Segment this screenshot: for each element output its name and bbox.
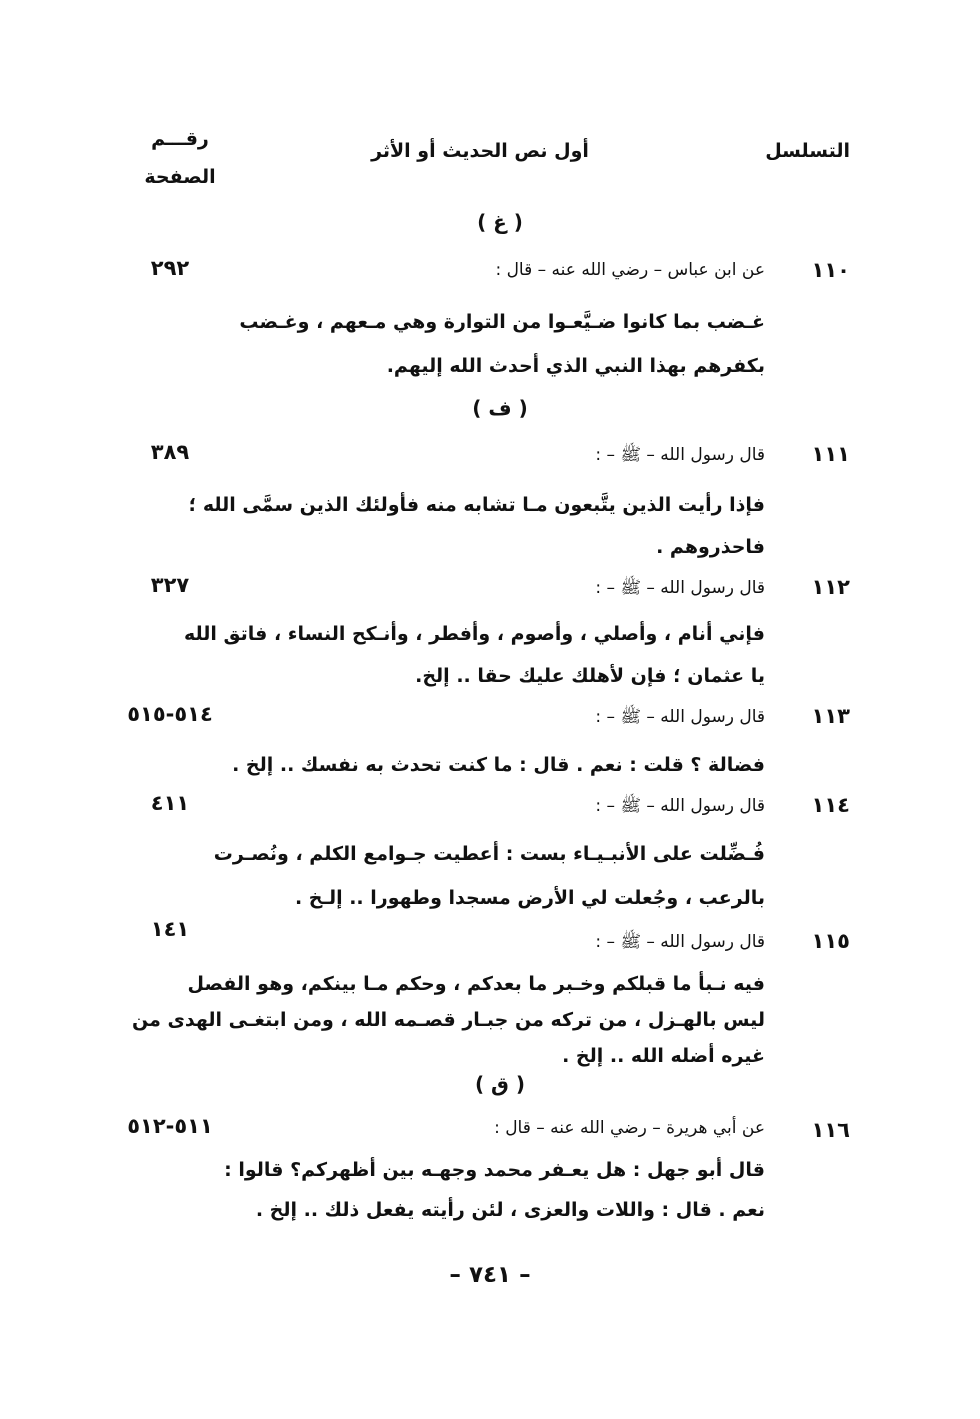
entry-110-page: ٢٩٢ (150, 256, 190, 280)
entry-114-number: ١١٤ (811, 793, 850, 817)
entry-116-line-2: نعم . قال : واللات والعزى ، لئن رأيته يفعل ذلك .. إلخ . (255, 1199, 765, 1221)
entry-112-page: ٣٢٧ (150, 573, 190, 597)
entry-111-line-1: فإذا رأيت الذين يتَّبعون مـا تشابه منه فأولئك الذين سمَّى الله ؛ (188, 494, 765, 516)
entry-116-page: ٥١١-٥١٢ (127, 1114, 213, 1138)
entry-114-text (213, 832, 765, 920)
entry-115-page: ١٤١ (150, 917, 190, 941)
entry-110-number: ١١٠ (811, 258, 850, 282)
entry-112-text (183, 613, 765, 697)
section-letter-qaf: ( ق ) (474, 1072, 526, 1096)
entry-115-text (132, 966, 765, 1074)
entry-115-intro: قال رسول الله – ﷺ – : (595, 932, 765, 952)
entry-115-number: ١١٥ (811, 929, 850, 953)
entry-111-page: ٣٨٩ (150, 440, 190, 464)
entry-113-line-1: فضالة ؟ قلت : نعم . قال : ما كنت تحدث به نفسك .. إلخ . (232, 754, 765, 776)
entry-112-line-2: يا عثمان ؛ فإن لأهلك عليك حقا .. إلخ. (415, 665, 765, 687)
entry-111-text (188, 484, 765, 568)
section-letter-fa: ( ف ) (472, 396, 528, 420)
entry-113-number: ١١٣ (811, 704, 850, 728)
header-serial: التسلسل (765, 140, 850, 162)
section-letter-ghain: ( غ ) (477, 210, 523, 234)
entry-110-text (240, 300, 765, 388)
entry-115-line-3: غيره أضله الله .. إلخ . (562, 1045, 765, 1067)
entry-114-line-2: بالرعب ، وجُعلت لي الأرض مسجدا وطهورا .. إلـخ . (294, 887, 765, 909)
entry-114-page: ٤١١ (150, 791, 190, 815)
entry-115-line-1: فيه نـبأ ما قبلكم وخـبر ما بعدكم ، وحكم مـا بينكم، وهو الفصل (187, 973, 765, 995)
header-page-line2: الصفحة (144, 166, 216, 188)
header-text: أول نص الحديث أو الأثر (371, 140, 589, 162)
entry-115-line-2: ليس بالهـزل ، من تركه من جبـار قصـمه الله ، ومن ابتغـى الهدى من (132, 1009, 765, 1031)
entry-113-text (232, 744, 765, 786)
entry-114-intro: قال رسول الله – ﷺ – : (595, 796, 765, 816)
entry-110-line-1: غـضب بما كانوا ضـيَّعـوا من التوارة وهي مـعهم ، وغـضب (239, 311, 765, 333)
entry-111-number: ١١١ (811, 442, 850, 466)
entry-113-intro: قال رسول الله – ﷺ – : (595, 707, 765, 727)
entry-113-page: ٥١٤-٥١٥ (127, 702, 213, 726)
header-page-number (130, 120, 230, 196)
entry-112-intro: قال رسول الله – ﷺ – : (595, 578, 765, 598)
footer-page-number: – ٧٤١ – (449, 1262, 531, 1288)
entry-112-number: ١١٢ (811, 575, 850, 599)
entry-110-line-2: بكفرهم بهذا النبي الذي أحدث الله إليهم. (386, 355, 765, 377)
entry-116-text (224, 1150, 765, 1230)
entry-112-line-1: فإني أنام ، وأصلي ، وأصوم ، وأفطر ، وأنـكح النساء ، فاتق الله (183, 623, 765, 645)
entry-111-intro: قال رسول الله – ﷺ – : (595, 445, 765, 465)
entry-116-intro: عن أبي هريرة – رضي الله عنه – قال : (494, 1118, 765, 1138)
entry-111-line-2: فاحذروهم . (656, 536, 765, 558)
entry-116-line-1: قال أبو جهل : هل يعـفر محمد وجهـه بين أظهركم؟ قالوا : (224, 1159, 765, 1181)
entry-116-number: ١١٦ (811, 1118, 850, 1142)
header-page-line1: رقـــم (151, 128, 209, 150)
entry-110-intro: عن ابن عباس – رضي الله عنه – قال : (495, 260, 765, 280)
entry-114-line-1: فُـضِّلت على الأنبـيـاء بست : أعطيت جـوامع الكلم ، ونُصـرت (213, 843, 765, 865)
